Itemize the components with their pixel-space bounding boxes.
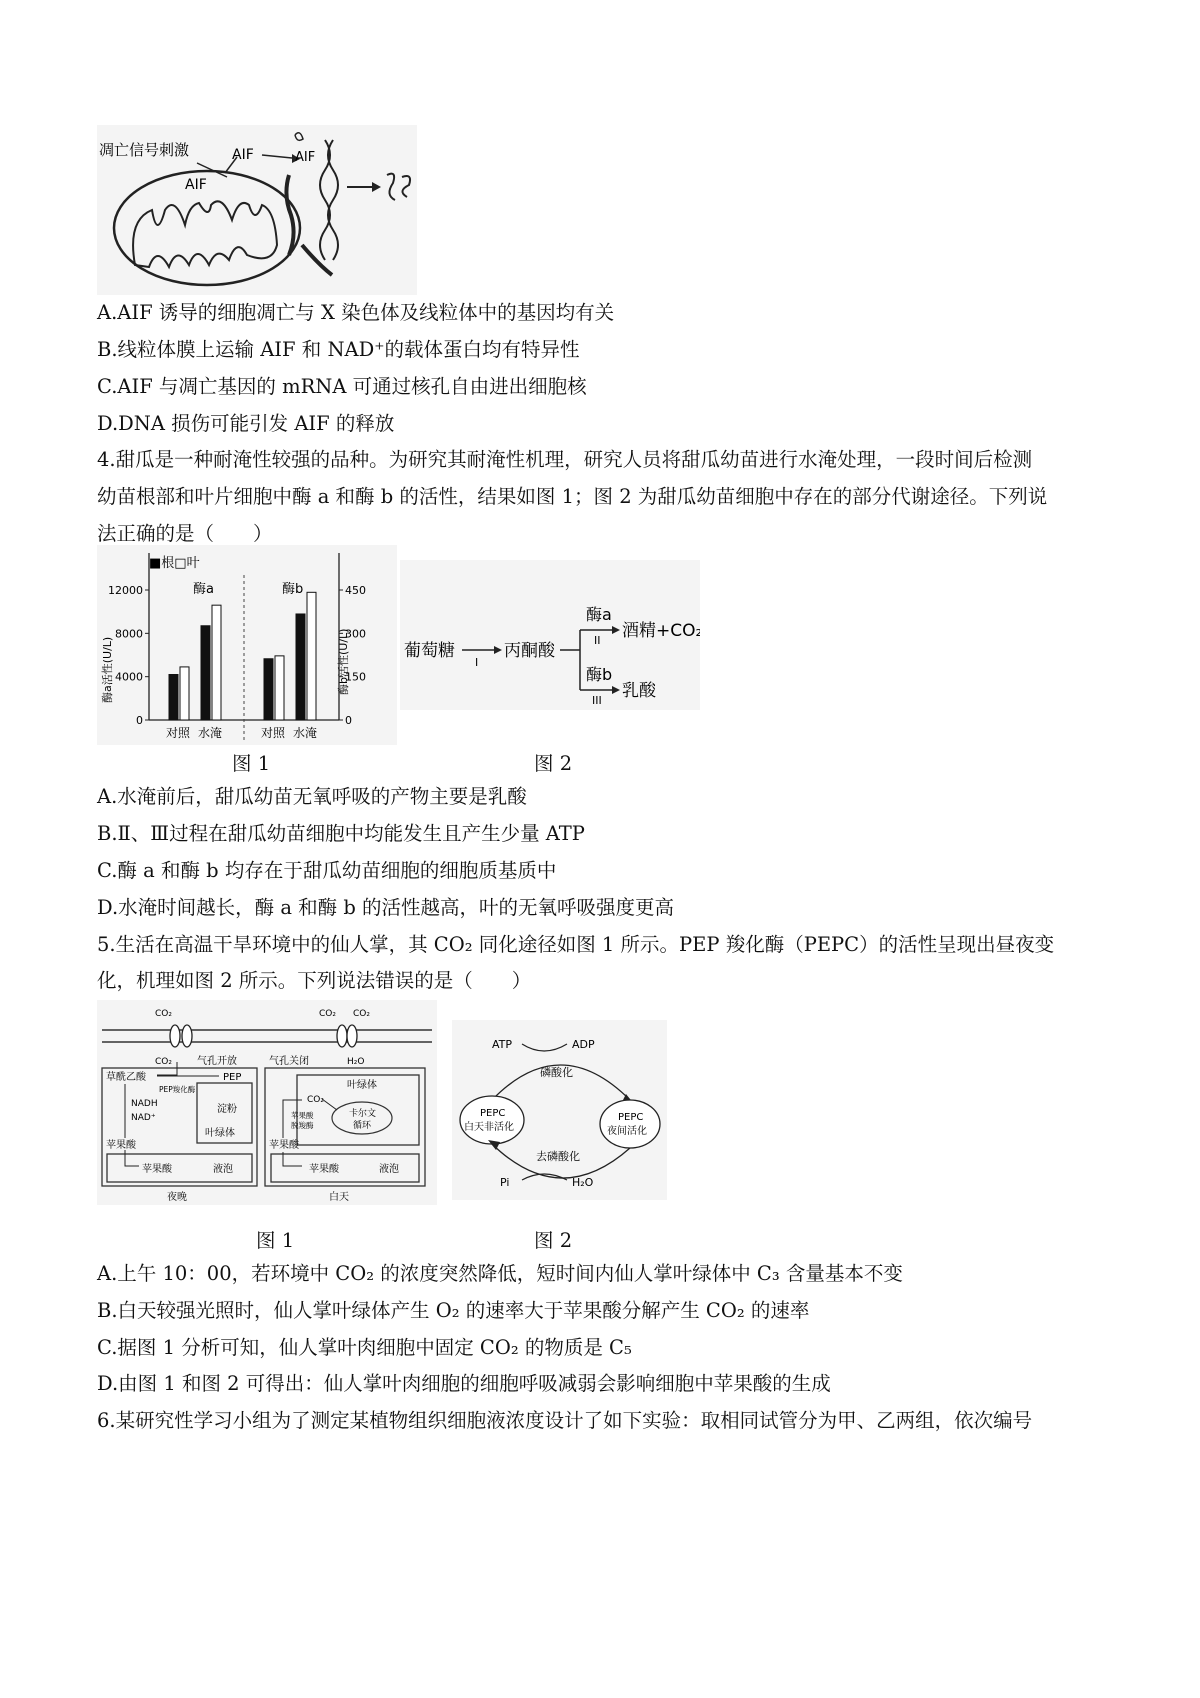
bar-酶a-水淹-根 bbox=[201, 626, 210, 720]
guard-cell-right bbox=[347, 1025, 357, 1047]
q5-option-a: A.上午 10：00，若环境中 CO₂ 的浓度突然降低，短时间内仙人掌叶绿体中 C₃ 含量基本不变 bbox=[97, 1262, 903, 1285]
q4-stem-line3: 法正确的是（ ） bbox=[97, 522, 273, 545]
q3-option-c: C.AIF 与凋亡基因的 mRNA 可通过核孔自由进出细胞核 bbox=[97, 375, 587, 398]
y-tick-label-b: 300 bbox=[345, 627, 366, 641]
pepc-active-line2: 夜间活化 bbox=[607, 1126, 647, 1137]
enzyme-activity-chart bbox=[97, 545, 397, 745]
step3-label: III bbox=[592, 694, 602, 707]
night-pep-label: PEP bbox=[223, 1072, 242, 1083]
night-pepc-label: PEP羧化酶 bbox=[159, 1085, 196, 1094]
adp-label: ADP bbox=[572, 1038, 595, 1051]
night-malate-vacuole-label: 苹果酸 bbox=[142, 1164, 172, 1175]
x-category-label: 水淹 bbox=[197, 726, 223, 740]
y-tick-label-b: 0 bbox=[345, 714, 352, 727]
apoptosis-signal-label: 凋亡信号刺激 bbox=[99, 141, 190, 159]
day-co2-left: CO₂ bbox=[319, 1009, 336, 1019]
dephosphorylation-label: 去磷酸化 bbox=[536, 1150, 580, 1163]
night-co2-top: CO₂ bbox=[155, 1009, 172, 1019]
pepc-cycle-svg bbox=[452, 1020, 667, 1200]
night-nadh-label: NADH bbox=[131, 1099, 158, 1109]
day-co2-label: CO₂ bbox=[307, 1095, 324, 1105]
day-malate-label: 苹果酸 bbox=[269, 1140, 299, 1151]
day-malate-vacuole-label: 苹果酸 bbox=[309, 1164, 339, 1175]
panel-a-title: 酶a bbox=[193, 582, 214, 597]
day-enzyme-line1: 苹果酸 bbox=[291, 1111, 314, 1120]
pepc-inactive-line1: PEPC bbox=[480, 1108, 506, 1119]
q3-option-d: D.DNA 损伤可能引发 AIF 的释放 bbox=[97, 412, 395, 435]
y-tick-label-a: 8000 bbox=[115, 627, 143, 641]
pi-label: Pi bbox=[500, 1176, 510, 1189]
q5-figure1-caption: 图 1 bbox=[256, 1229, 295, 1252]
y-tick-label-b: 150 bbox=[345, 670, 366, 684]
y-tick-label-a: 4000 bbox=[115, 670, 143, 684]
q5-option-d: D.由图 1 和图 2 可得出：仙人掌叶肉细胞的细胞呼吸减弱会影响细胞中苹果酸的生成 bbox=[97, 1372, 831, 1395]
aif-outer-label: AIF bbox=[232, 147, 254, 163]
product-a-label: 酒精+CO₂ bbox=[622, 621, 700, 641]
aif-diagram-svg bbox=[97, 125, 417, 295]
q6-stem-line1: 6.某研究性学习小组为了测定某植物组织细胞液浓度设计了如下实验：取相同试管分为甲、乙两组，依次编号 bbox=[97, 1409, 1033, 1432]
night-stoma-open-label: 气孔开放 bbox=[197, 1056, 237, 1067]
q5-stem-line2: 化，机理如图 2 所示。下列说法错误的是（ ） bbox=[97, 969, 532, 992]
pepc-active-ellipse bbox=[600, 1100, 660, 1148]
q4-option-a: A.水淹前后，甜瓜幼苗无氧呼吸的产物主要是乳酸 bbox=[97, 785, 527, 808]
day-chloroplast-label: 叶绿体 bbox=[347, 1080, 377, 1091]
cam-pathway-figure bbox=[97, 1000, 437, 1205]
guard-cell-right bbox=[182, 1025, 192, 1047]
day-enzyme-line2: 脱羧酶 bbox=[291, 1121, 314, 1130]
night-starch-label: 淀粉 bbox=[217, 1104, 237, 1115]
x-category-label: 对照 bbox=[260, 726, 286, 740]
aif-nucleus-label: AIF bbox=[295, 150, 316, 165]
bar-酶b-水淹-根 bbox=[296, 614, 305, 720]
y-axis-label-b: 酶b活性(U/L) bbox=[337, 628, 350, 695]
x-category-label: 水淹 bbox=[292, 726, 318, 740]
guard-cell-left bbox=[337, 1025, 347, 1047]
pyruvate-label: 丙酮酸 bbox=[504, 641, 555, 661]
enzyme-b-label: 酶b bbox=[586, 665, 613, 684]
night-chloroplast-label: 叶绿体 bbox=[205, 1128, 235, 1139]
y-tick-label-a: 12000 bbox=[108, 584, 143, 597]
pathway-svg bbox=[400, 560, 700, 710]
product-b-label: 乳酸 bbox=[622, 681, 656, 701]
calvin-line1: 卡尔文 bbox=[349, 1109, 377, 1119]
step1-label: I bbox=[475, 656, 479, 669]
enzyme-activity-chart-svg bbox=[97, 545, 397, 745]
aif-apoptosis-figure bbox=[97, 125, 417, 295]
q4-option-b: B.Ⅱ、Ⅲ过程在甜瓜幼苗细胞中均能发生且产生少量 ATP bbox=[97, 822, 585, 845]
calvin-line2: 循环 bbox=[353, 1121, 372, 1131]
night-oaa-label: 草酰乙酸 bbox=[106, 1072, 146, 1083]
x-category-label: 对照 bbox=[165, 726, 191, 740]
q4-stem-line1: 4.甜瓜是一种耐淹性较强的品种。为研究其耐淹性机理，研究人员将甜瓜幼苗进行水淹处理，一段时间后检测 bbox=[97, 448, 1033, 471]
y-tick-label-a: 0 bbox=[136, 714, 143, 727]
atp-label: ATP bbox=[492, 1038, 513, 1051]
night-malate-label: 苹果酸 bbox=[106, 1140, 136, 1151]
bar-酶b-对照-根 bbox=[264, 659, 273, 720]
step2-label: II bbox=[594, 634, 601, 647]
day-stoma-closed-label: 气孔关闭 bbox=[269, 1056, 309, 1067]
q4-figure2-caption: 图 2 bbox=[534, 752, 573, 775]
night-co2-bottom: CO₂ bbox=[155, 1057, 172, 1067]
guard-cell-left bbox=[170, 1025, 180, 1047]
glucose-label: 葡萄糖 bbox=[404, 641, 455, 661]
night-vacuole-label: 液泡 bbox=[213, 1164, 233, 1175]
bar-酶b-对照-叶 bbox=[275, 656, 284, 720]
aif-inner-label: AIF bbox=[185, 177, 207, 193]
pepc-inactive-ellipse bbox=[460, 1096, 524, 1144]
q3-option-a: A.AIF 诱导的细胞凋亡与 X 染色体及线粒体中的基因均有关 bbox=[97, 301, 615, 324]
q4-option-d: D.水淹时间越长，酶 a 和酶 b 的活性越高，叶的无氧呼吸强度更高 bbox=[97, 896, 675, 919]
q3-option-b: B.线粒体膜上运输 AIF 和 NAD⁺的载体蛋白均有特异性 bbox=[97, 338, 580, 361]
q4-figure1-caption: 图 1 bbox=[232, 752, 271, 775]
panel-b-title: 酶b bbox=[282, 582, 304, 597]
pepc-inactive-line2: 白天非活化 bbox=[464, 1122, 514, 1133]
y-tick-label-b: 450 bbox=[345, 584, 366, 597]
bar-酶b-水淹-叶 bbox=[307, 592, 316, 720]
pepc-regulation-figure bbox=[452, 1020, 667, 1200]
chart-legend: ■根□叶 bbox=[149, 556, 200, 571]
q5-stem-line1: 5.生活在高温干旱环境中的仙人掌，其 CO₂ 同化途径如图 1 所示。PEP 羧化酶（PEPC）的活性呈现出昼夜变 bbox=[97, 933, 1055, 956]
cam-pathway-svg bbox=[97, 1000, 437, 1205]
q5-figure2-caption: 图 2 bbox=[534, 1229, 573, 1252]
enzyme-a-label: 酶a bbox=[586, 605, 612, 624]
phosphorylation-label: 磷酸化 bbox=[540, 1066, 573, 1079]
y-axis-label-a: 酶a活性(U/L) bbox=[101, 636, 114, 703]
night-nad-label: NAD⁺ bbox=[131, 1113, 156, 1123]
day-label: 白天 bbox=[329, 1192, 349, 1203]
day-co2-right: CO₂ bbox=[353, 1009, 370, 1019]
q4-stem-line2: 幼苗根部和叶片细胞中酶 a 和酶 b 的活性，结果如图 1；图 2 为甜瓜幼苗细胞中存在的部分代谢途径。下列说 bbox=[97, 485, 1048, 508]
day-h2o-label: H₂O bbox=[347, 1057, 365, 1067]
bar-酶a-对照-根 bbox=[169, 675, 178, 721]
day-vacuole-label: 液泡 bbox=[379, 1164, 399, 1175]
bar-酶a-水淹-叶 bbox=[212, 605, 221, 720]
h2o-label: H₂O bbox=[572, 1176, 594, 1189]
night-label: 夜晚 bbox=[167, 1192, 187, 1203]
metabolic-pathway-figure bbox=[400, 560, 700, 710]
pepc-active-line1: PEPC bbox=[618, 1112, 644, 1123]
q4-option-c: C.酶 a 和酶 b 均存在于甜瓜幼苗细胞的细胞质基质中 bbox=[97, 859, 557, 882]
bar-酶a-对照-叶 bbox=[180, 667, 189, 720]
q5-option-b: B.白天较强光照时，仙人掌叶绿体产生 O₂ 的速率大于苹果酸分解产生 CO₂ 的速率 bbox=[97, 1299, 810, 1322]
q5-option-c: C.据图 1 分析可知，仙人掌叶肉细胞中固定 CO₂ 的物质是 C₅ bbox=[97, 1336, 632, 1359]
